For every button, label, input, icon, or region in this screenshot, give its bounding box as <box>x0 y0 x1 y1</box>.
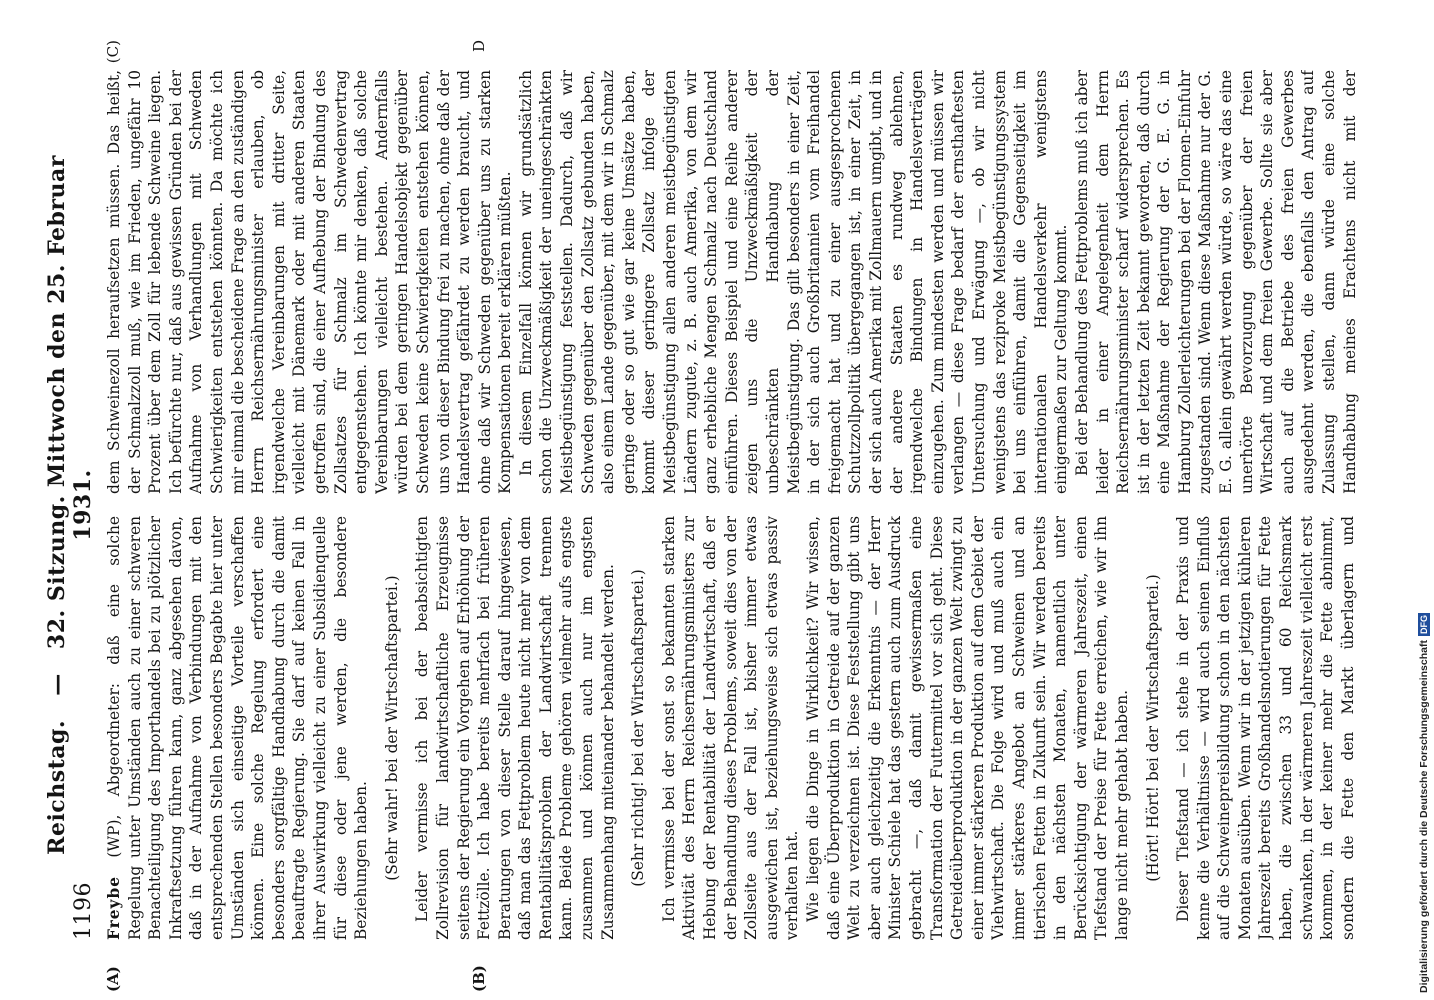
paragraph: In diesem Einzelfall können wir grundsätzlich schon die Unzweckmäßigkeit der uneingeschränkten Meistbegünstigung feststellen. Dadurch, daß wir Schweden gegenüber den Zollsatz gebunden haben, also einem Lande gegenüber, mit dem wir in Schmalz geringe oder so gut wie gar keine Umsätze haben, kommt dieser geringere Zollsatz infolge der Meistbegünstigung allen anderen meistbegünstigten Ländern zugute, z. B. auch Amerika, von dem wir ganz erhebliche Mengen Schmalz nach Deutschland einführen. Dieses Beispiel und eine Reihe anderer zeigen uns die Unzweckmäßigkeit der unbeschränkten Handhabung der Meistbegünstigung. Das gilt besonders in einer Zeit, in der sich auch Großbritannien vom Freihandel freigemacht hat und zu einer ausgesprochenen Schutzzollpolitik übergegangen ist, in einer Zeit, in der sich auch Amerika mit Zollmauern umgibt, und in der andere Staaten es rundweg ablehnen, irgendwelche Bindungen in Handelsverträgen einzugehen. Zum mindesten werden und müssen wir verlangen — diese Frage bedarf der ernsthaftesten Untersuchung und Erwägung —, ob wir nicht wenigstens das reziproke Meistbegünstigungssystem bei uns einführen, damit die Gegenseitigkeit im internationalen Handelsverkehr wenigstens einigermaßen zur Geltung kommt. <box>516 70 1071 494</box>
column-left <box>104 516 1360 940</box>
interjection: (Sehr richtig! bei der Wirtschaftspartei.) <box>629 569 648 887</box>
margin-marker-d: D <box>470 40 488 53</box>
paragraph <box>104 516 372 940</box>
running-title: Reichstag. — 32. Sitzung. Mittwoch den 25. Februar 1931. <box>44 155 96 855</box>
running-title-left: Reichstag. <box>44 719 70 855</box>
interjection: (Sehr wahr! bei der Wirtschaftspartei.) <box>382 575 401 881</box>
credit-text: Digitalisierung gefördert durch die Deutsche Forschungsgemeinschaft <box>1418 640 1430 993</box>
paragraph-text: daß eine solche Regelung unter Umständen auch zu einer schweren Benachteiligung des Importhandels bei zu plötzlicher Inkraftsetzung führen kann, ganz abgesehen davon, daß in der Aufnahme von Verbindungen mit den entsprechenden Stellen besonders Begabte hier unter Umständen sich einseitige Vorteile verschaffen können. Eine solche Regelung erfordert eine besonders sorgfältige Handhabung durch die damit beauftragte Regierung. Sie darf auf keinen Fall in ihrer Auswirkung vielleicht zu einer Subsidienquelle für diese oder jene werden, die besondere Beziehungen haben. <box>105 516 371 940</box>
paragraph: dem Schweinezoll heraufsetzen müssen. Das heißt, der Schmalzzoll muß, wie im Frieden, ungefähr 10 Prozent über dem Zoll für lebende Schweine liegen. Ich befürchte nur, daß aus gewissen Gründen bei der Aufnahme von Verhandlungen mit Schweden Schwierigkeiten entstehen könnten. Da möchte ich mir einmal die bescheidene Frage an den zuständigen Herrn Reichsernährungsminister erlauben, ob irgendwelche Vereinbarungen mit dritter Seite, vielleicht mit Dänemark oder mit anderen Staaten getroffen sind, die einer Aufhebung der Bindung des Zollsatzes für Schmalz im Schwedenvertrag entgegenstehen. Ich könnte mir denken, daß solche Vereinbarungen vielleicht bestehen. Andernfalls würden bei dem geringen Handelsobjekt gegenüber Schweden keine Schwierigkeiten entstehen können, uns von dieser Bindung frei zu machen, ohne daß der Handelsvertrag gefährdet zu werden braucht, und ohne daß wir Schweden gegenüber uns zu starken Kompensationen bereit erklären müßten. <box>105 70 515 494</box>
paragraph: Leider vermisse ich bei der beabsichtigten Zollrevision für landwirtschaftliche Erzeugnisse seitens der Regierung ein Vorgehen auf Erhöhung der Fettzölle. Ich habe bereits mehrfach bei früheren Beratungen von dieser Stelle darauf hingewiesen, daß man das Fettproblem heute nicht mehr von dem Rentabilitätsproblem der Landwirtschaft trennen kann. Beide Probleme gehören vielmehr aufs engste zusammen und können auch nur im engsten Zusammenhang miteinander behandelt werden. <box>413 516 617 940</box>
margin-marker-b: (B) <box>470 965 488 992</box>
digitization-credit <box>1416 8 1432 993</box>
page-number: 1196 <box>71 882 96 940</box>
column-right <box>104 70 1360 494</box>
margin-marker-c: (C) <box>104 40 122 64</box>
interjection: (Hört! Hört! bei der Wirtschaftspartei.) <box>1143 574 1162 882</box>
page-header <box>44 70 96 940</box>
running-title-right: 32. Sitzung. Mittwoch den 25. Februar 1931. <box>44 155 96 650</box>
speaker-party: (WP), Abgeordneter: <box>105 683 123 858</box>
paragraph: Ich vermisse bei der sonst so bekannten starken Aktivität des Herrn Reichsernährungsministers zur Hebung der Rentabilität der Landwirtschaft, daß er der Behandlung dieses Problems, soweit dies von der Zollseite aus der Fall ist, bisher immer etwas ausgewichen ist, beziehungsweise sich etwas passiv verhalten hat. <box>659 516 802 940</box>
speaker-name: Freybe <box>105 875 123 940</box>
text-columns <box>104 70 1360 940</box>
margin-marker-a: (A) <box>104 966 122 992</box>
paragraph: Dieser Tiefstand — ich stehe in der Praxis und kenne die Verhältnisse — wird auch seinen Einfluß auf die Schweinepreisbildung schon in den nächsten Monaten ausüben. Wenn wir in der jetzigen kühleren Jahreszeit bereits Großhandelsnotierungen für Fette haben, die zwischen 33 und 60 Reichsmark schwanken, in der wärmeren Jahreszeit vielleicht erst kommen, in der keiner mehr die Fette abnimmt, sondern die Fette den Markt überlagern und <box>1174 516 1357 940</box>
dfg-logo-icon: DFG <box>1419 615 1429 635</box>
paragraph: Bei der Behandlung des Fettproblems muß ich aber leider in einer Angelegenheit dem Herrn Reichsernährungsminister scharf widersprechen. Es ist in der letzten Zeit bekannt geworden, daß durch eine Maßnahme der Regierung der G. E. G. in Hamburg Zollerleichterungen bei der Flomen-Einfuhr zugestanden sind. Wenn diese Maßnahme nur der G. E. G. allein gewährt werden würde, so wäre das eine unerhörte Bevorzugung gegenüber der freien Wirtschaft und dem freien Gewerbe. Sollte sie aber auch auf die Betriebe des freien Gewerbes ausgedehnt werden, die ebenfalls den Antrag auf Zulassung stellen, dann würde eine solche Handhabung meines Erachtens nicht mit der <box>1072 70 1359 494</box>
paragraph: Wie liegen die Dinge in Wirklichkeit? Wir wissen, daß eine Überproduktion in Getreide auf der ganzen Welt zu verzeichnen ist. Diese Feststellung gibt uns aber auch gleichzeitig die Erkenntnis — der Herr Minister Schiele hat das gestern auch zum Ausdruck gebracht —, daß damit gewissermaßen eine Transformation der Futtermittel vor sich geht. Diese Getreideüberproduktion in der ganzen Welt zwingt zu einer immer stärkeren Produktion auf dem Gebiet der Viehwirtschaft. Die Folge wird und muß auch ein immer stärkeres Angebot an Schweinen und an tierischen Fetten in Zukunft sein. Wir werden bereits in den nächsten Monaten, namentlich unter Berücksichtigung der wärmeren Jahreszeit, einen Tiefstand der Preise für Fette erreichen, wie wir ihn lange nicht mehr gehabt haben. <box>804 516 1131 940</box>
